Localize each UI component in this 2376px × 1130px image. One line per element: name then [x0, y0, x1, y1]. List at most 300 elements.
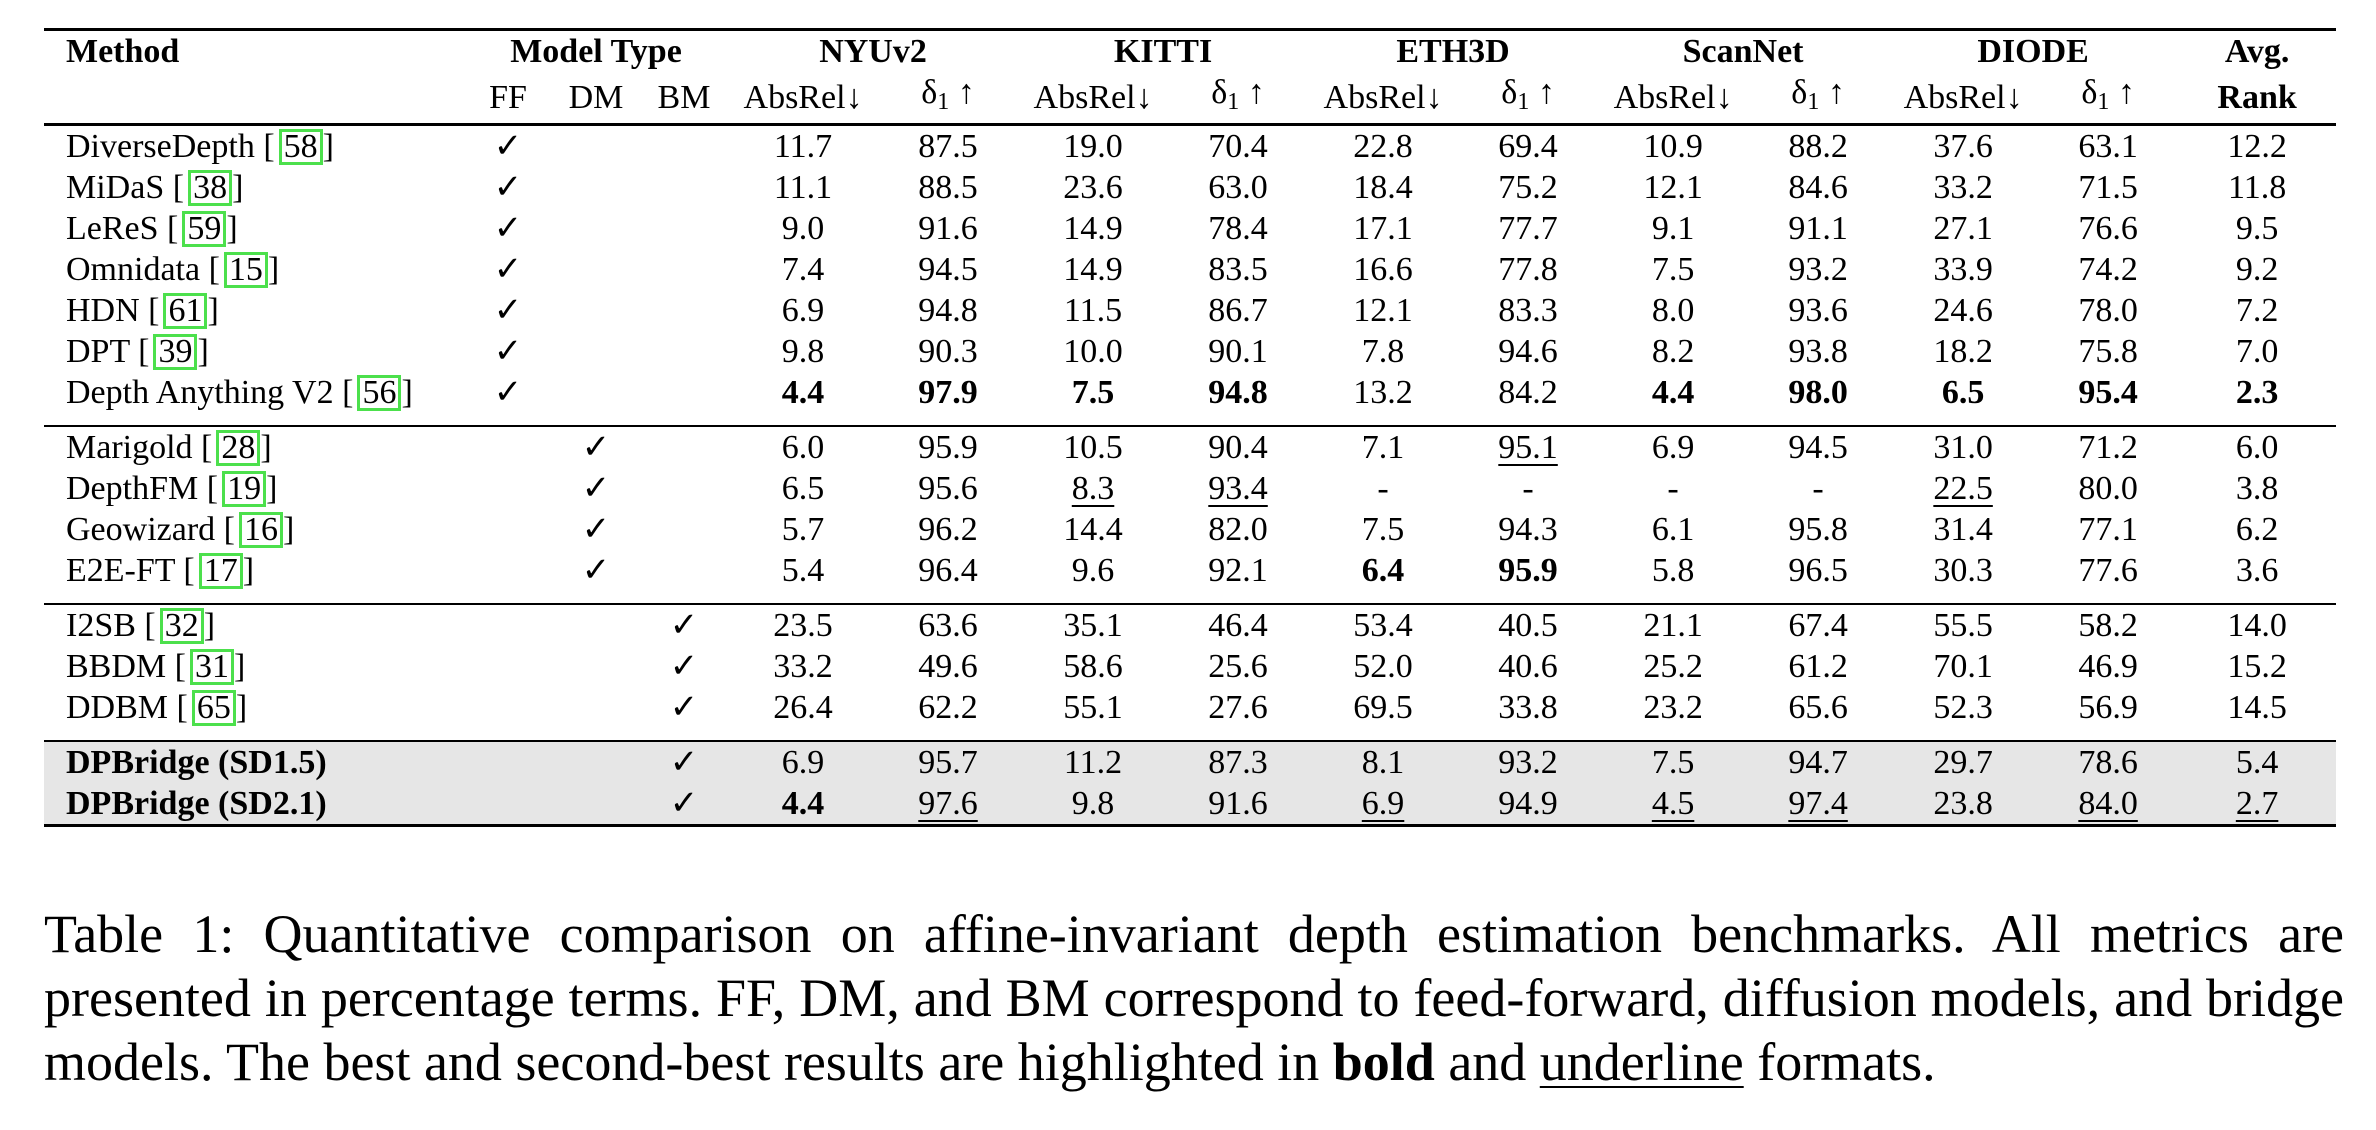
metric-cell: 90.3	[918, 333, 978, 370]
method-name: DepthFM [ 19 ]	[66, 470, 278, 507]
metric-cell: 17.1	[1353, 210, 1413, 247]
metric-cell: 84.2	[1498, 374, 1558, 411]
metric-cell: 97.4	[1748, 783, 1888, 826]
citation-link[interactable]: 61	[163, 293, 207, 329]
metric-cell: 22.5	[1933, 470, 1993, 507]
model-type-check	[552, 208, 640, 249]
model-type-check	[552, 125, 640, 168]
model-type-check	[552, 167, 640, 208]
delta-header: $\delta_1$ ↑	[1211, 74, 1265, 115]
metric-cell: 31.4	[1933, 511, 1993, 548]
metric-cell: 62.2	[918, 689, 978, 726]
model-type-check	[552, 331, 640, 372]
citation-link[interactable]: 65	[192, 690, 236, 726]
metric-cell: 46.9	[2078, 648, 2138, 685]
metric-cell: 93.6	[1788, 292, 1848, 329]
metric-cell: 93.2	[1788, 251, 1848, 288]
metric-cell: 77.1	[2078, 511, 2138, 548]
results-table	[44, 28, 2336, 827]
metric-cell: 21.1	[1643, 607, 1703, 644]
model-type-check	[640, 125, 728, 168]
model-type-check	[464, 741, 552, 783]
metric-cell: 77.8	[1498, 251, 1558, 288]
metric-cell: -	[1522, 470, 1534, 507]
table-row	[44, 372, 2336, 413]
delta-header: $\delta_1$ ↑	[1501, 74, 1555, 115]
metric-cell: 94.5	[918, 251, 978, 288]
caption-and: and	[1434, 1032, 1540, 1092]
model-type-check	[464, 646, 552, 687]
metric-cell: 11.1	[773, 169, 833, 206]
metric-cell: 24.6	[1933, 292, 1993, 329]
metric-cell: 93.8	[1788, 333, 1848, 370]
method-name: Marigold [ 28 ]	[66, 429, 272, 466]
metric-cell: 33.2	[773, 648, 833, 685]
type-ff-header: FF	[489, 79, 527, 116]
metric-cell: 11.5	[1063, 292, 1123, 329]
metric-cell: 80.0	[2078, 470, 2138, 507]
method-name: DPBridge (SD2.1)	[44, 783, 464, 826]
method-name: LeReS [ 59 ]	[66, 210, 238, 247]
model-type-check	[640, 509, 728, 550]
absrel-header: AbsRel↓	[1033, 79, 1153, 116]
metric-cell: 91.6	[1168, 783, 1308, 826]
metric-cell: 23.8	[1888, 783, 2038, 826]
table-row	[44, 290, 2336, 331]
metric-cell: 6.0	[781, 429, 825, 466]
caption-text: Table 1: Quantitative comparison on affine-invariant depth estimation benchmarks. All metrics are presented in percentage terms. FF, DM, and BM correspond to feed-forward, diffusion models, and bridge models. The best and second-best results are highlighted in	[44, 904, 2344, 1092]
metric-cell: 94.7	[1748, 741, 1888, 783]
table-row	[44, 249, 2336, 290]
metric-cell: 76.6	[2078, 210, 2138, 247]
metric-cell: 7.5	[1651, 251, 1695, 288]
metric-cell: 94.9	[1458, 783, 1598, 826]
metric-cell: 4.4	[728, 783, 878, 826]
metric-cell: 23.6	[1063, 169, 1123, 206]
dataset-header: DIODE	[1977, 33, 2089, 70]
model-type-check: ✓	[493, 251, 523, 288]
metric-cell: 12.1	[1643, 169, 1703, 206]
header-row-2	[44, 72, 2336, 125]
model-type-check: ✓	[640, 741, 728, 783]
metric-cell: 14.4	[1063, 511, 1123, 548]
metric-cell: 4.4	[1651, 374, 1695, 411]
metric-cell: 29.7	[1888, 741, 2038, 783]
metric-cell: 6.1	[1651, 511, 1695, 548]
metric-cell: 95.9	[918, 429, 978, 466]
avg-header: Avg.	[2224, 33, 2290, 70]
dataset-header: ScanNet	[1682, 33, 1804, 70]
group-spacer	[44, 413, 2336, 426]
metric-cell: 74.2	[2078, 251, 2138, 288]
model-type-check: ✓	[493, 374, 523, 411]
metric-cell: 55.1	[1063, 689, 1123, 726]
model-type-check: ✓	[581, 429, 611, 466]
metric-cell: 7.4	[781, 251, 825, 288]
metric-cell: 33.2	[1933, 169, 1993, 206]
metric-cell: 88.5	[918, 169, 978, 206]
metric-cell: 61.2	[1788, 648, 1848, 685]
metric-cell: 9.6	[1071, 552, 1115, 589]
metric-cell: 6.5	[781, 470, 825, 507]
metric-cell: 4.4	[781, 374, 825, 411]
metric-cell: 6.9	[728, 741, 878, 783]
metric-cell: 33.8	[1498, 689, 1558, 726]
model-type-check	[640, 550, 728, 591]
model-type-check	[552, 646, 640, 687]
table-row	[44, 125, 2336, 168]
metric-cell: 8.2	[1651, 333, 1695, 370]
avg-rank-cell: 14.0	[2227, 607, 2287, 644]
metric-cell: 95.7	[878, 741, 1018, 783]
model-type-check	[552, 687, 640, 728]
metric-cell: 55.5	[1933, 607, 1993, 644]
metric-cell: 11.7	[773, 128, 833, 165]
avg-rank-cell: 7.2	[2235, 292, 2279, 329]
metric-cell: 8.0	[1651, 292, 1695, 329]
metric-cell: 77.6	[2078, 552, 2138, 589]
model-type-check	[640, 468, 728, 509]
group-spacer	[44, 728, 2336, 741]
table-row	[44, 646, 2336, 687]
method-name: I2SB [ 32 ]	[66, 607, 216, 644]
table-row	[44, 167, 2336, 208]
metric-cell: 27.6	[1208, 689, 1268, 726]
metric-cell: 75.2	[1498, 169, 1558, 206]
metric-cell: 88.2	[1788, 128, 1848, 165]
metric-cell: 94.5	[1788, 429, 1848, 466]
delta-header: $\delta_1$ ↑	[2081, 74, 2135, 115]
table-row	[44, 426, 2336, 468]
model-type-check	[464, 604, 552, 646]
metric-cell: 40.5	[1498, 607, 1558, 644]
model-type-check: ✓	[581, 511, 611, 548]
metric-cell: 67.4	[1788, 607, 1848, 644]
model-type-check	[552, 741, 640, 783]
metric-cell: 22.8	[1353, 128, 1413, 165]
method-name: DDBM [ 65 ]	[66, 689, 248, 726]
metric-cell: 95.9	[1498, 552, 1558, 589]
metric-cell: 58.2	[2078, 607, 2138, 644]
metric-cell: 7.5	[1361, 511, 1405, 548]
metric-cell: 82.0	[1208, 511, 1268, 548]
metric-cell: 77.7	[1498, 210, 1558, 247]
avg-rank-cell: 2.3	[2235, 374, 2279, 411]
metric-cell: 8.3	[1071, 470, 1115, 507]
metric-cell: 37.6	[1933, 128, 1993, 165]
metric-cell: 94.6	[1498, 333, 1558, 370]
metric-cell: 94.8	[1208, 374, 1268, 411]
table-caption	[44, 902, 2344, 1094]
model-type-check: ✓	[493, 169, 523, 206]
avg-rank-cell: 3.6	[2235, 552, 2279, 589]
model-type-check	[640, 208, 728, 249]
caption-underline-word: underline	[1539, 1032, 1744, 1092]
caption-suffix: formats.	[1743, 1032, 1936, 1092]
metric-cell: 93.2	[1458, 741, 1598, 783]
model-type-check: ✓	[493, 292, 523, 329]
metric-cell: 78.0	[2078, 292, 2138, 329]
metric-cell: 96.5	[1788, 552, 1848, 589]
results-table-container	[44, 28, 2336, 827]
model-type-check	[640, 372, 728, 413]
metric-cell: 6.9	[781, 292, 825, 329]
metric-cell: 94.8	[918, 292, 978, 329]
method-name: BBDM [ 31 ]	[66, 648, 246, 685]
type-bm-header: BM	[657, 79, 711, 116]
metric-cell: 49.6	[918, 648, 978, 685]
metric-cell: 52.3	[1933, 689, 1993, 726]
metric-cell: 93.4	[1208, 470, 1268, 507]
metric-cell: 9.8	[1018, 783, 1168, 826]
avg-rank-cell: 9.5	[2235, 210, 2279, 247]
metric-cell: 91.1	[1788, 210, 1848, 247]
citation-link[interactable]: 59	[182, 211, 226, 247]
citation-link[interactable]: 32	[160, 608, 204, 644]
caption-bold-word: bold	[1332, 1032, 1435, 1092]
metric-cell: 5.8	[1651, 552, 1695, 589]
model-type-check	[552, 783, 640, 826]
absrel-header: AbsRel↓	[1613, 79, 1733, 116]
avg-rank-cell: 2.7	[2178, 783, 2336, 826]
table-row	[44, 331, 2336, 372]
table-row	[44, 604, 2336, 646]
metric-cell: 95.1	[1498, 429, 1558, 466]
metric-cell: 84.6	[1788, 169, 1848, 206]
metric-cell: 26.4	[773, 689, 833, 726]
avg-rank-cell: 5.4	[2178, 741, 2336, 783]
model-type-check	[552, 604, 640, 646]
model-type-check	[552, 290, 640, 331]
metric-cell: 94.3	[1498, 511, 1558, 548]
model-type-check	[464, 550, 552, 591]
model-type-check	[640, 290, 728, 331]
metric-cell: 10.0	[1063, 333, 1123, 370]
metric-cell: 13.2	[1353, 374, 1413, 411]
method-name: HDN [ 61 ]	[66, 292, 219, 329]
citation-link[interactable]: 15	[224, 252, 268, 288]
metric-cell: 25.2	[1643, 648, 1703, 685]
table-row	[44, 208, 2336, 249]
metric-cell: 97.9	[918, 374, 978, 411]
metric-cell: 87.3	[1168, 741, 1308, 783]
citation-link[interactable]: 19	[222, 471, 266, 507]
metric-cell: 46.4	[1208, 607, 1268, 644]
metric-cell: 6.4	[1361, 552, 1405, 589]
method-name: E2E-FT [ 17 ]	[66, 552, 255, 589]
avg-rank-cell: 12.2	[2227, 128, 2287, 165]
metric-cell: 97.6	[878, 783, 1018, 826]
results-body	[44, 125, 2336, 826]
metric-cell: 12.1	[1353, 292, 1413, 329]
avg-rank-cell: 6.2	[2235, 511, 2279, 548]
metric-cell: 63.0	[1208, 169, 1268, 206]
header-row-1	[44, 30, 2336, 73]
rank-header: Rank	[2217, 79, 2297, 116]
metric-cell: 6.5	[1941, 374, 1985, 411]
dataset-header: NYUv2	[819, 33, 927, 70]
metric-cell: 91.6	[918, 210, 978, 247]
avg-rank-cell: 7.0	[2235, 333, 2279, 370]
metric-cell: 90.1	[1208, 333, 1268, 370]
metric-cell: 30.3	[1933, 552, 1993, 589]
metric-cell: 96.2	[918, 511, 978, 548]
metric-cell: -	[1667, 470, 1679, 507]
metric-cell: 95.6	[918, 470, 978, 507]
metric-cell: 14.9	[1063, 210, 1123, 247]
metric-cell: 7.5	[1071, 374, 1115, 411]
model-type-check	[552, 372, 640, 413]
metric-cell: 18.4	[1353, 169, 1413, 206]
metric-cell: 83.3	[1498, 292, 1558, 329]
model-type-check: ✓	[640, 783, 728, 826]
method-name: DiverseDepth [ 58 ]	[66, 128, 334, 165]
citation-link[interactable]: 16	[239, 512, 283, 548]
citation-link[interactable]: 31	[190, 649, 234, 685]
metric-cell: 9.0	[781, 210, 825, 247]
metric-cell: 95.4	[2078, 374, 2138, 411]
model-type-check	[640, 167, 728, 208]
citation-link[interactable]: 56	[357, 375, 401, 411]
metric-cell: 63.1	[2078, 128, 2138, 165]
metric-cell: 4.5	[1598, 783, 1748, 826]
metric-cell: 31.0	[1933, 429, 1993, 466]
metric-cell: 70.1	[1933, 648, 1993, 685]
metric-cell: 25.6	[1208, 648, 1268, 685]
model-type-check: ✓	[493, 128, 523, 165]
model-type-check	[464, 687, 552, 728]
metric-cell: 10.5	[1063, 429, 1123, 466]
avg-rank-cell: 15.2	[2227, 648, 2287, 685]
citation-link[interactable]: 38	[188, 170, 232, 206]
metric-cell: 90.4	[1208, 429, 1268, 466]
metric-cell: 9.1	[1651, 210, 1695, 247]
metric-cell: 71.2	[2078, 429, 2138, 466]
metric-cell: 19.0	[1063, 128, 1123, 165]
model-type-check	[640, 249, 728, 290]
metric-cell: 10.9	[1643, 128, 1703, 165]
metric-cell: 7.1	[1361, 429, 1405, 466]
metric-cell: -	[1377, 470, 1389, 507]
table-row	[44, 509, 2336, 550]
metric-cell: 56.9	[2078, 689, 2138, 726]
metric-cell: 75.8	[2078, 333, 2138, 370]
method-name: DPBridge (SD1.5)	[44, 741, 464, 783]
citation-link[interactable]: 17	[199, 553, 243, 589]
absrel-header: AbsRel↓	[1323, 79, 1443, 116]
metric-cell: 6.9	[1308, 783, 1458, 826]
metric-cell: 35.1	[1063, 607, 1123, 644]
model-type-check: ✓	[581, 470, 611, 507]
table-row	[44, 687, 2336, 728]
metric-cell: 70.4	[1208, 128, 1268, 165]
metric-cell: 84.0	[2038, 783, 2178, 826]
method-name: Omnidata [ 15 ]	[66, 251, 280, 288]
metric-cell: 7.5	[1598, 741, 1748, 783]
metric-cell: 96.4	[918, 552, 978, 589]
model-type-check	[640, 331, 728, 372]
table-row	[44, 550, 2336, 591]
metric-cell: 63.6	[918, 607, 978, 644]
delta-header: $\delta_1$ ↑	[921, 74, 975, 115]
absrel-header: AbsRel↓	[1903, 79, 2023, 116]
model-type-check: ✓	[669, 607, 699, 644]
metric-cell: 52.0	[1353, 648, 1413, 685]
model-type-check: ✓	[669, 648, 699, 685]
metric-cell: 40.6	[1498, 648, 1558, 685]
metric-cell: 11.2	[1018, 741, 1168, 783]
method-name: Geowizard [ 16 ]	[66, 511, 295, 548]
metric-cell: 23.2	[1643, 689, 1703, 726]
model-type-check	[464, 783, 552, 826]
metric-cell: 5.7	[781, 511, 825, 548]
group-spacer	[44, 591, 2336, 604]
metric-cell: 98.0	[1788, 374, 1848, 411]
dataset-header: ETH3D	[1396, 33, 1510, 70]
metric-cell: 27.1	[1933, 210, 1993, 247]
metric-cell: 69.4	[1498, 128, 1558, 165]
metric-cell: 8.1	[1308, 741, 1458, 783]
avg-rank-cell: 11.8	[2227, 169, 2287, 206]
avg-rank-cell: 3.8	[2235, 470, 2279, 507]
method-header: Method	[66, 33, 180, 70]
dataset-header: KITTI	[1113, 33, 1213, 70]
model-type-check	[464, 426, 552, 468]
model-type-header: Model Type	[510, 33, 682, 70]
type-dm-header: DM	[568, 79, 624, 116]
metric-cell: 87.5	[918, 128, 978, 165]
citation-link[interactable]: 39	[153, 334, 197, 370]
metric-cell: 23.5	[773, 607, 833, 644]
metric-cell: 71.5	[2078, 169, 2138, 206]
metric-cell: 18.2	[1933, 333, 1993, 370]
method-name: Depth Anything V2 [ 56 ]	[66, 374, 413, 411]
model-type-check	[640, 426, 728, 468]
metric-cell: 14.9	[1063, 251, 1123, 288]
avg-rank-cell: 6.0	[2235, 429, 2279, 466]
absrel-header: AbsRel↓	[743, 79, 863, 116]
model-type-check: ✓	[493, 210, 523, 247]
table-row	[44, 783, 2336, 826]
metric-cell: -	[1812, 470, 1824, 507]
metric-cell: 33.9	[1933, 251, 1993, 288]
avg-rank-cell: 9.2	[2235, 251, 2279, 288]
metric-cell: 78.6	[2038, 741, 2178, 783]
metric-cell: 78.4	[1208, 210, 1268, 247]
avg-rank-cell: 14.5	[2227, 689, 2287, 726]
metric-cell: 92.1	[1208, 552, 1268, 589]
method-name: DPT [ 39 ]	[66, 333, 209, 370]
metric-cell: 65.6	[1788, 689, 1848, 726]
model-type-check: ✓	[581, 552, 611, 589]
metric-cell: 5.4	[781, 552, 825, 589]
table-row	[44, 741, 2336, 783]
metric-cell: 86.7	[1208, 292, 1268, 329]
metric-cell: 7.8	[1361, 333, 1405, 370]
metric-cell: 69.5	[1353, 689, 1413, 726]
metric-cell: 58.6	[1063, 648, 1123, 685]
citation-link[interactable]: 58	[279, 129, 323, 165]
citation-link[interactable]: 28	[216, 430, 260, 466]
metric-cell: 95.8	[1788, 511, 1848, 548]
delta-header: $\delta_1$ ↑	[1791, 74, 1845, 115]
metric-cell: 83.5	[1208, 251, 1268, 288]
metric-cell: 6.9	[1651, 429, 1695, 466]
metric-cell: 9.8	[781, 333, 825, 370]
model-type-check	[464, 468, 552, 509]
model-type-check	[464, 509, 552, 550]
method-name: MiDaS [ 38 ]	[66, 169, 244, 206]
